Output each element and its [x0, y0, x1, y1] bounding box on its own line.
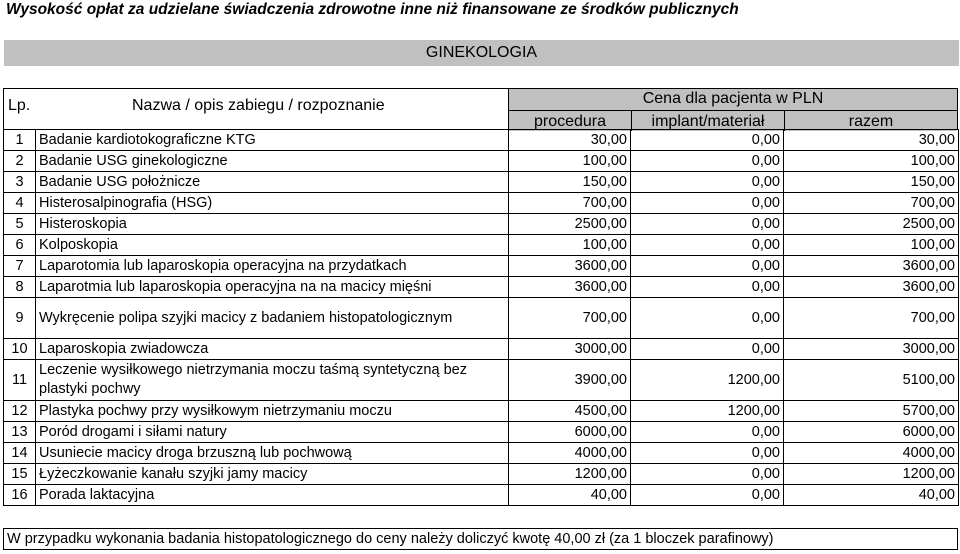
price-table-body — [4, 130, 959, 506]
row-lp: 12 — [4, 401, 36, 422]
row-implant-price: 0,00 — [631, 298, 784, 339]
row-name: Plastyka pochwy przy wysiłkowym nietrzymaniu moczu — [36, 401, 509, 422]
table-row — [4, 422, 959, 443]
header-lp: Lp. — [8, 97, 31, 114]
row-implant-price: 0,00 — [631, 235, 784, 256]
table-header — [3, 88, 958, 130]
row-procedure-price: 100,00 — [509, 235, 631, 256]
row-implant-price: 0,00 — [631, 256, 784, 277]
row-implant-price: 0,00 — [631, 172, 784, 193]
row-procedure-price: 3600,00 — [509, 256, 631, 277]
table-row — [4, 485, 959, 506]
row-procedure-price: 100,00 — [509, 151, 631, 172]
table-row — [4, 151, 959, 172]
row-implant-price: 0,00 — [631, 151, 784, 172]
row-procedure-price: 3600,00 — [509, 277, 631, 298]
table-row — [4, 339, 959, 360]
row-name: Badanie USG położnicze — [36, 172, 509, 193]
row-lp: 4 — [4, 193, 36, 214]
row-lp: 7 — [4, 256, 36, 277]
row-lp: 1 — [4, 130, 36, 151]
row-total-price: 3600,00 — [784, 277, 959, 298]
table-row — [4, 193, 959, 214]
row-implant-price: 0,00 — [631, 485, 784, 506]
row-name: Kolposkopia — [36, 235, 509, 256]
row-total-price: 3600,00 — [784, 256, 959, 277]
row-procedure-price: 40,00 — [509, 485, 631, 506]
row-implant-price: 1200,00 — [631, 401, 784, 422]
row-procedure-price: 4000,00 — [509, 443, 631, 464]
row-name: Laparotmia lub laparoskopia operacyjna na na macicy mięśni — [36, 277, 509, 298]
row-implant-price: 0,00 — [631, 277, 784, 298]
row-procedure-price: 3000,00 — [509, 339, 631, 360]
table-row — [4, 401, 959, 422]
row-procedure-price: 1200,00 — [509, 464, 631, 485]
header-implant: implant/materiał — [631, 110, 784, 131]
row-implant-price: 0,00 — [631, 464, 784, 485]
row-procedure-price: 700,00 — [509, 298, 631, 339]
row-name: Leczenie wysiłkowego nietrzymania moczu taśmą syntetyczną bez plastyki pochwy — [36, 360, 509, 401]
row-name: Badanie USG ginekologiczne — [36, 151, 509, 172]
table-row — [4, 464, 959, 485]
row-total-price: 4000,00 — [784, 443, 959, 464]
row-lp: 11 — [4, 360, 36, 401]
footer-note: W przypadku wykonania badania histopatologicznego do ceny należy doliczyć kwotę 40,00 zł (za 1 bloczek parafinowy) — [3, 528, 958, 550]
row-lp: 5 — [4, 214, 36, 235]
table-row — [4, 235, 959, 256]
row-lp: 3 — [4, 172, 36, 193]
row-lp: 6 — [4, 235, 36, 256]
section-header: GINEKOLOGIA — [4, 40, 959, 66]
row-procedure-price: 30,00 — [509, 130, 631, 151]
row-lp: 2 — [4, 151, 36, 172]
row-total-price: 100,00 — [784, 151, 959, 172]
row-procedure-price: 2500,00 — [509, 214, 631, 235]
row-total-price: 100,00 — [784, 235, 959, 256]
table-row — [4, 214, 959, 235]
price-table — [3, 129, 959, 506]
row-total-price: 150,00 — [784, 172, 959, 193]
row-lp: 13 — [4, 422, 36, 443]
row-lp: 14 — [4, 443, 36, 464]
row-name: Usuniecie macicy droga brzuszną lub pochwową — [36, 443, 509, 464]
row-name: Histerosalpinografia (HSG) — [36, 193, 509, 214]
table-row — [4, 360, 959, 401]
table-row — [4, 130, 959, 151]
row-implant-price: 0,00 — [631, 443, 784, 464]
row-lp: 8 — [4, 277, 36, 298]
row-name: Porada laktacyjna — [36, 485, 509, 506]
row-implant-price: 0,00 — [631, 422, 784, 443]
row-name: Histeroskopia — [36, 214, 509, 235]
row-total-price: 5700,00 — [784, 401, 959, 422]
header-price-group — [508, 89, 957, 131]
header-name: Nazwa / opis zabiegu / rozpoznanie — [132, 97, 385, 114]
row-name: Poród drogami i siłami natury — [36, 422, 509, 443]
page-title: Wysokość opłat za udzielane świadczenia zdrowotne inne niż finansowane ze środków publicznych — [6, 1, 739, 18]
table-row — [4, 172, 959, 193]
row-lp: 16 — [4, 485, 36, 506]
row-procedure-price: 6000,00 — [509, 422, 631, 443]
row-name: Laparotomia lub laparoskopia operacyjna na przydatkach — [36, 256, 509, 277]
table-row — [4, 298, 959, 339]
row-total-price: 700,00 — [784, 298, 959, 339]
row-implant-price: 0,00 — [631, 193, 784, 214]
row-name: Łyżeczkowanie kanału szyjki jamy macicy — [36, 464, 509, 485]
row-implant-price: 0,00 — [631, 214, 784, 235]
row-total-price: 30,00 — [784, 130, 959, 151]
header-procedure: procedura — [509, 110, 631, 131]
row-procedure-price: 3900,00 — [509, 360, 631, 401]
row-implant-price: 0,00 — [631, 130, 784, 151]
row-name: Badanie kardiotokograficzne KTG — [36, 130, 509, 151]
row-lp: 10 — [4, 339, 36, 360]
row-total-price: 2500,00 — [784, 214, 959, 235]
row-total-price: 1200,00 — [784, 464, 959, 485]
table-row — [4, 256, 959, 277]
header-total: razem — [784, 110, 957, 131]
row-implant-price: 0,00 — [631, 339, 784, 360]
row-lp: 9 — [4, 298, 36, 339]
row-procedure-price: 700,00 — [509, 193, 631, 214]
row-total-price: 6000,00 — [784, 422, 959, 443]
header-price-title: Cena dla pacjenta w PLN — [642, 90, 824, 107]
row-total-price: 5100,00 — [784, 360, 959, 401]
row-total-price: 700,00 — [784, 193, 959, 214]
row-procedure-price: 4500,00 — [509, 401, 631, 422]
row-name: Laparoskopia zwiadowcza — [36, 339, 509, 360]
row-implant-price: 1200,00 — [631, 360, 784, 401]
table-row — [4, 443, 959, 464]
row-total-price: 3000,00 — [784, 339, 959, 360]
row-procedure-price: 150,00 — [509, 172, 631, 193]
row-total-price: 40,00 — [784, 485, 959, 506]
table-row — [4, 277, 959, 298]
row-lp: 15 — [4, 464, 36, 485]
row-name: Wykręcenie polipa szyjki macicy z badaniem histopatologicznym — [36, 298, 509, 339]
